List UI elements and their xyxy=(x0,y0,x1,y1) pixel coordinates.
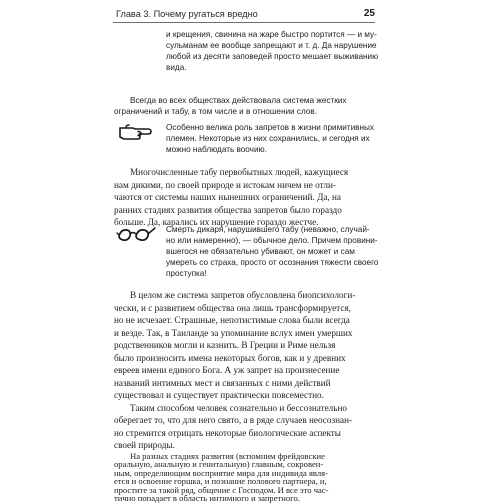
text-line: но или намеренно), — обычное дело. Причем провини- xyxy=(166,236,378,245)
text-line: ным, определяющим восприятие мира для индивида явля- xyxy=(114,467,328,478)
text-line: Всегда во всех обществах действовала система жестких xyxy=(130,96,347,105)
text-line: вшегося не обязательно убивают, он может и сам xyxy=(166,247,355,256)
page-number: 25 xyxy=(363,8,375,19)
text-line: и везде. Так, в Таиланде за упоминание вслух имен умерших xyxy=(114,328,353,338)
text-line: больше. Да, карались их нарушение гораздо жестче. xyxy=(114,217,319,227)
text-line: вида. xyxy=(166,63,187,72)
text-line: Смерть дикаря, нарушившего табу (неважно, случай- xyxy=(166,225,370,234)
text-line: чаются от системы наших нынешних ограничений. Да, на xyxy=(114,192,342,202)
text-line: тично попадает в область интимного и запретного. xyxy=(114,493,300,503)
text-line: нам дикими, по своей природе и истокам ничем не отли- xyxy=(114,180,336,190)
text-line: любой из десяти заповедей просто мешает выживанию xyxy=(166,52,379,61)
text-line: родственников могли и казнить. В Греции и Риме нельзя xyxy=(114,340,336,350)
text-line: простите за такой ряд, общение с Господом. И все это час- xyxy=(114,484,329,495)
text-line: ограничений и табу, в том числе и в отношении слов. xyxy=(114,107,318,116)
text-line: чески, и с развитием общества она лишь трансформируется, xyxy=(114,303,351,313)
text-line: Таким способом человек сознательно и бессознательно xyxy=(130,403,347,413)
text-line: ется и освоение горшка, и познание полового партнера, и, xyxy=(114,476,327,487)
text-line: можно наблюдать воочию. xyxy=(166,145,267,154)
text-line: и крещения, свинина на жаре быстро портится — и му- xyxy=(166,30,377,39)
text-line: существовал и существует практически повсеместно. xyxy=(114,390,324,400)
running-header xyxy=(113,8,375,23)
text-line: племен. Некоторые из них сохранились, и сегодня их xyxy=(166,134,370,143)
text-line: умереть со страха, просто от осознания тяжести своего xyxy=(166,258,379,267)
text-line: но стремится отрицать некоторые биологические аспекты xyxy=(114,428,341,438)
text-line: Многочисленные табу первобытных людей, кажущиеся xyxy=(130,167,349,177)
text-line: оберегает то, что для него свято, а в ряде случаев неосознан- xyxy=(114,415,353,425)
text-line: Особенно велика роль запретов в жизни примитивных xyxy=(166,123,375,132)
text-line: На разных стадиях развития (вспомним фрейдовские xyxy=(130,451,325,461)
text-line: но не исчезает. Страшные, непотистимые слова были всегда xyxy=(114,315,350,325)
eyeglasses-icon xyxy=(116,224,158,244)
text-line: сульманам ее вообще запрещают и т. д. Да нарушение xyxy=(166,41,377,50)
text-line: было произносить имена некоторых богов, как и у древних xyxy=(114,353,346,363)
text-line: евреев имени единого Бога. А уж запрет на произнесение xyxy=(114,365,340,375)
text-line: своей природы. xyxy=(114,440,175,450)
text-line: ранних стадиях развития общества запретов было гораздо xyxy=(114,205,342,215)
chapter-title: Глава 3. Почему ругаться вредно xyxy=(116,9,258,19)
text-line: проступка! xyxy=(166,269,207,278)
text-line: В целом же система запретов обусловлена биопсихологи- xyxy=(130,290,356,300)
text-line: оральную, анальную и генитальную) главным, сокровен- xyxy=(114,459,324,470)
text-line: названий интимных мест и связанных с ними действий xyxy=(114,378,331,388)
pointing-hand-icon xyxy=(118,122,158,142)
